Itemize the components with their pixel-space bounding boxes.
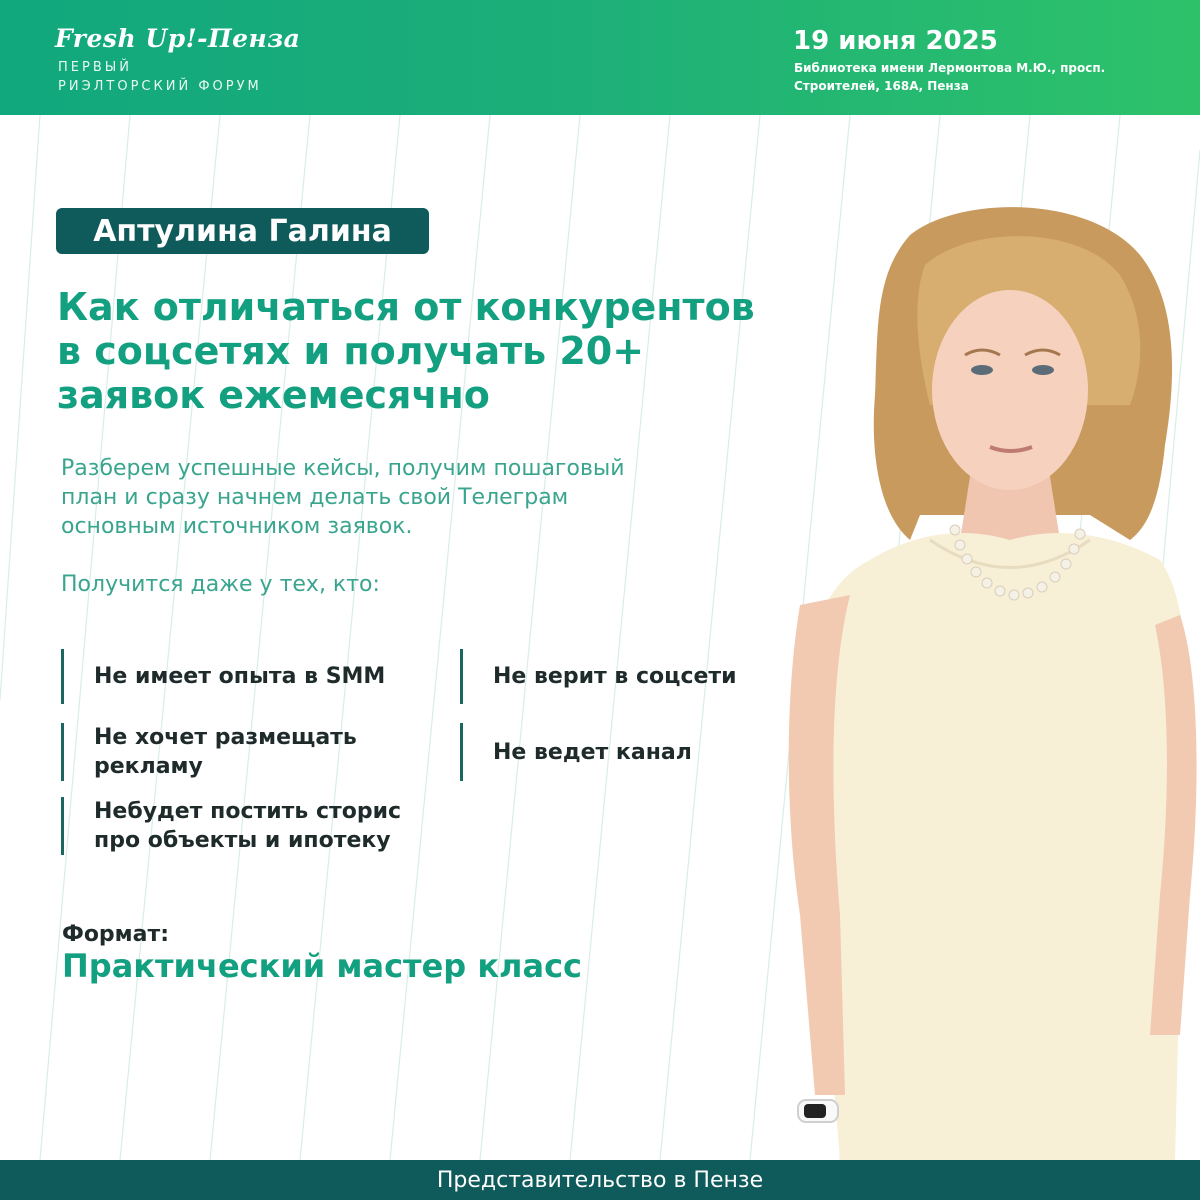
audience-item (61, 649, 385, 704)
footer-text: Представительство в Пензе (436, 1167, 764, 1193)
audience-item (460, 649, 737, 704)
audience-item-line: Не хочет размещать (94, 725, 357, 750)
audience-item-line: рекламу (94, 754, 203, 779)
description-line: Разберем успешные кейсы, получим пошаговый (61, 456, 625, 481)
logo-subtitle-line-2: РИЭЛТОРСКИЙ ФОРУМ (58, 79, 262, 94)
description-line: план и сразу начнем делать свой Телеграм (61, 485, 569, 510)
audience-lead: Получится даже у тех, кто: (61, 572, 380, 597)
format-label: Формат: (62, 922, 170, 947)
audience-item (460, 723, 692, 781)
logo-subtitle-line-1: ПЕРВЫЙ (58, 60, 132, 75)
talk-title-line: заявок ежемесячно (57, 373, 490, 417)
talk-title-line: Как отличаться от конкурентов (57, 285, 755, 329)
event-address-line-2: Строителей, 168А, Пенза (794, 79, 969, 93)
audience-item-line: Небудет постить сторис (94, 799, 402, 824)
description-line: основным источником заявок. (61, 514, 413, 539)
audience-item (61, 723, 357, 781)
event-date: 19 июня 2025 (793, 26, 998, 56)
format-value: Практический мастер класс (62, 947, 583, 985)
talk-title-line: в соцсетях и получать 20+ (57, 329, 645, 373)
speaker-photo (760, 195, 1200, 1160)
speaker-name: Аптулина Галина (93, 213, 392, 249)
event-logo: Fresh Up!-Пенза (55, 24, 301, 53)
audience-item (61, 797, 401, 855)
talk-description (61, 454, 761, 541)
audience-item-line: Не имеет опыта в SMM (94, 664, 386, 689)
audience-item-line: про объекты и ипотеку (94, 828, 391, 853)
speaker-name-badge (56, 208, 429, 254)
footer-banner (0, 1160, 1200, 1200)
event-address-line-1: Библиотека имени Лермонтова М.Ю., просп. (794, 61, 1106, 75)
audience-item-line: Не верит в соцсети (493, 664, 737, 689)
audience-item-line: Не ведет канал (493, 739, 692, 765)
talk-title (57, 285, 817, 417)
header-banner (0, 0, 1200, 115)
